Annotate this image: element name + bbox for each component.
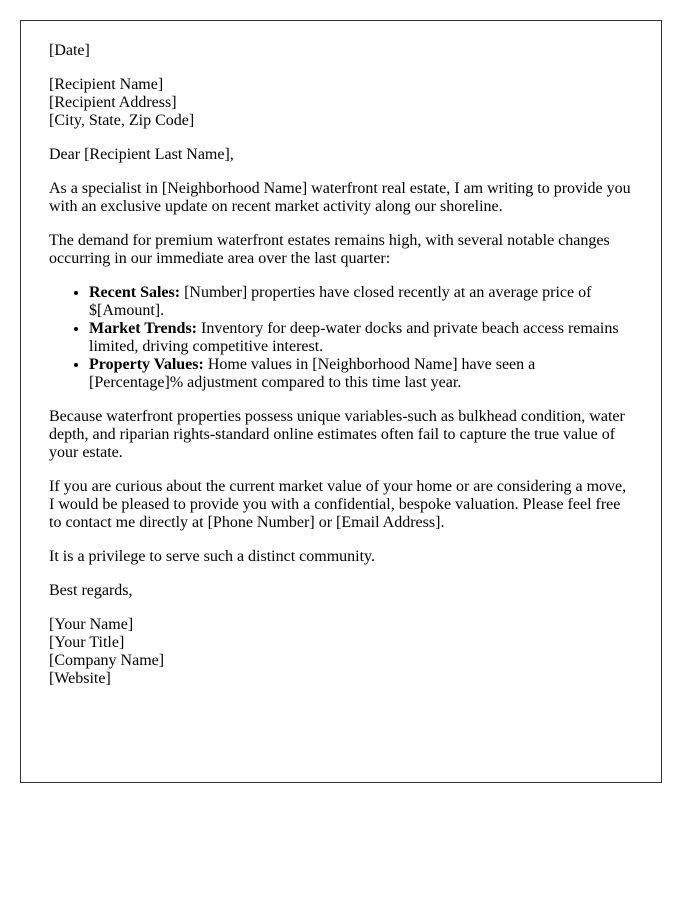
bullet-text: [Number] properties have closed recently at an average price of $[Amount]. (89, 284, 592, 319)
demand-paragraph: The demand for premium waterfront estates remains high, with several notable changes occurring in our immediate area over the last quarter: (49, 232, 610, 267)
list-item (89, 284, 632, 320)
recipient-block (49, 76, 632, 130)
valuation-paragraph: If you are curious about the current market value of your home or are considering a move, I would be pleased to provide you with a confidential, bespoke valuation. Please feel free to contact me directly at [Phone Number] or [Email Address]. (49, 478, 627, 531)
sender-website: [Website] (49, 670, 111, 687)
list-item (89, 320, 632, 356)
signature-block (49, 616, 632, 688)
bullet-text: Inventory for deep-water docks and private beach access remains limited, driving competitive interest. (89, 320, 619, 355)
recipient-city: [City, State, Zip Code] (49, 112, 195, 129)
recipient-address: [Recipient Address] (49, 94, 177, 111)
sender-company: [Company Name] (49, 652, 165, 669)
privilege-paragraph: It is a privilege to serve such a distinct community. (49, 548, 375, 565)
sender-title: [Your Title] (49, 634, 125, 651)
bullet-label: Property Values: (89, 356, 204, 373)
closing: Best regards, (49, 582, 133, 599)
letter (20, 20, 662, 783)
salutation: Dear [Recipient Last Name], (49, 146, 234, 163)
bullet-label: Market Trends: (89, 320, 197, 337)
bullet-label: Recent Sales: (89, 284, 181, 301)
sender-name: [Your Name] (49, 616, 134, 633)
intro-paragraph: As a specialist in [Neighborhood Name] waterfront real estate, I am writing to provide you with an exclusive update on recent market activity along our shoreline. (49, 180, 631, 215)
date: [Date] (49, 42, 90, 59)
market-list (49, 284, 632, 392)
variables-paragraph: Because waterfront properties possess unique variables-such as bulkhead condition, water depth, and riparian rights-standard online estimates often fail to capture the true value of your estate. (49, 408, 625, 461)
recipient-name: [Recipient Name] (49, 76, 164, 93)
bullet-text: Home values in [Neighborhood Name] have seen a [Percentage]% adjustment compared to this time last year. (89, 356, 536, 391)
list-item (89, 356, 632, 392)
